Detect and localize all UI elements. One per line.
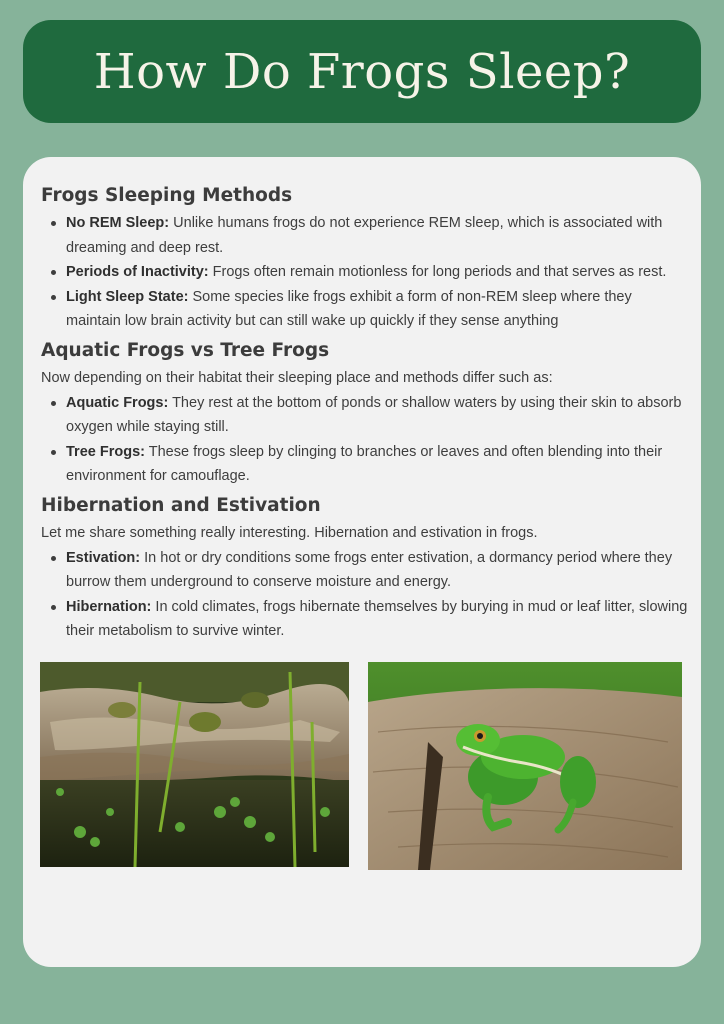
item-text: Frogs often remain motionless for long periods and that serves as rest. <box>208 264 667 280</box>
item-term: Estivation: <box>66 549 141 566</box>
article-body <box>41 183 689 648</box>
item-text: These frogs sleep by clinging to branches or leaves and often blending into their environment for camouflage. <box>66 443 663 484</box>
section-aquatic-vs-tree <box>41 338 689 489</box>
list-item <box>41 285 689 334</box>
item-term: Light Sleep State: <box>66 288 189 305</box>
section-heading: Aquatic Frogs vs Tree Frogs <box>41 339 330 361</box>
item-term: Periods of Inactivity: <box>66 264 209 280</box>
list-item <box>41 391 689 440</box>
section-intro: Let me share something really interesting. Hibernation and estivation in frogs. <box>41 524 538 541</box>
list-item <box>41 211 689 260</box>
title-banner <box>23 20 701 123</box>
bullet-list <box>41 546 689 644</box>
item-term: Aquatic Frogs: <box>66 394 169 411</box>
pond-frogs-photo <box>40 662 349 867</box>
section-heading: Frogs Sleeping Methods <box>41 185 293 206</box>
item-text: In hot or dry conditions some frogs enter estivation, a dormancy period where they burrow them underground to conserve moisture and energy. <box>66 549 673 590</box>
bullet-list <box>41 211 689 334</box>
item-term: No REM Sleep: <box>66 215 170 231</box>
item-text: Some species like frogs exhibit a form of non-REM sleep where they maintain low brain activity but can still wake up quickly if they sense anything <box>66 288 632 329</box>
list-item <box>41 546 689 595</box>
section-hibernation <box>41 493 689 644</box>
item-text: They rest at the bottom of ponds or shallow waters by using their skin to absorb oxygen while staying still. <box>66 394 682 435</box>
tree-frog-on-stump-photo <box>368 662 682 870</box>
item-term: Hibernation: <box>66 598 152 615</box>
item-text: In cold climates, frogs hibernate themselves by burying in mud or leaf litter, slowing their metabolism to survive winter. <box>66 598 688 639</box>
list-item <box>41 595 689 644</box>
item-term: Tree Frogs: <box>66 443 145 460</box>
content-card <box>23 157 701 967</box>
section-intro: Now depending on their habitat their sleeping place and methods differ such as: <box>41 369 553 386</box>
item-text: Unlike humans frogs do not experience REM sleep, which is associated with dreaming and deep rest. <box>66 215 663 256</box>
list-item <box>41 260 689 285</box>
section-sleeping-methods <box>41 183 689 334</box>
section-heading: Hibernation and Estivation <box>41 494 321 516</box>
list-item <box>41 440 689 489</box>
bullet-list <box>41 391 689 489</box>
page-title: How Do Frogs Sleep? <box>93 43 631 100</box>
